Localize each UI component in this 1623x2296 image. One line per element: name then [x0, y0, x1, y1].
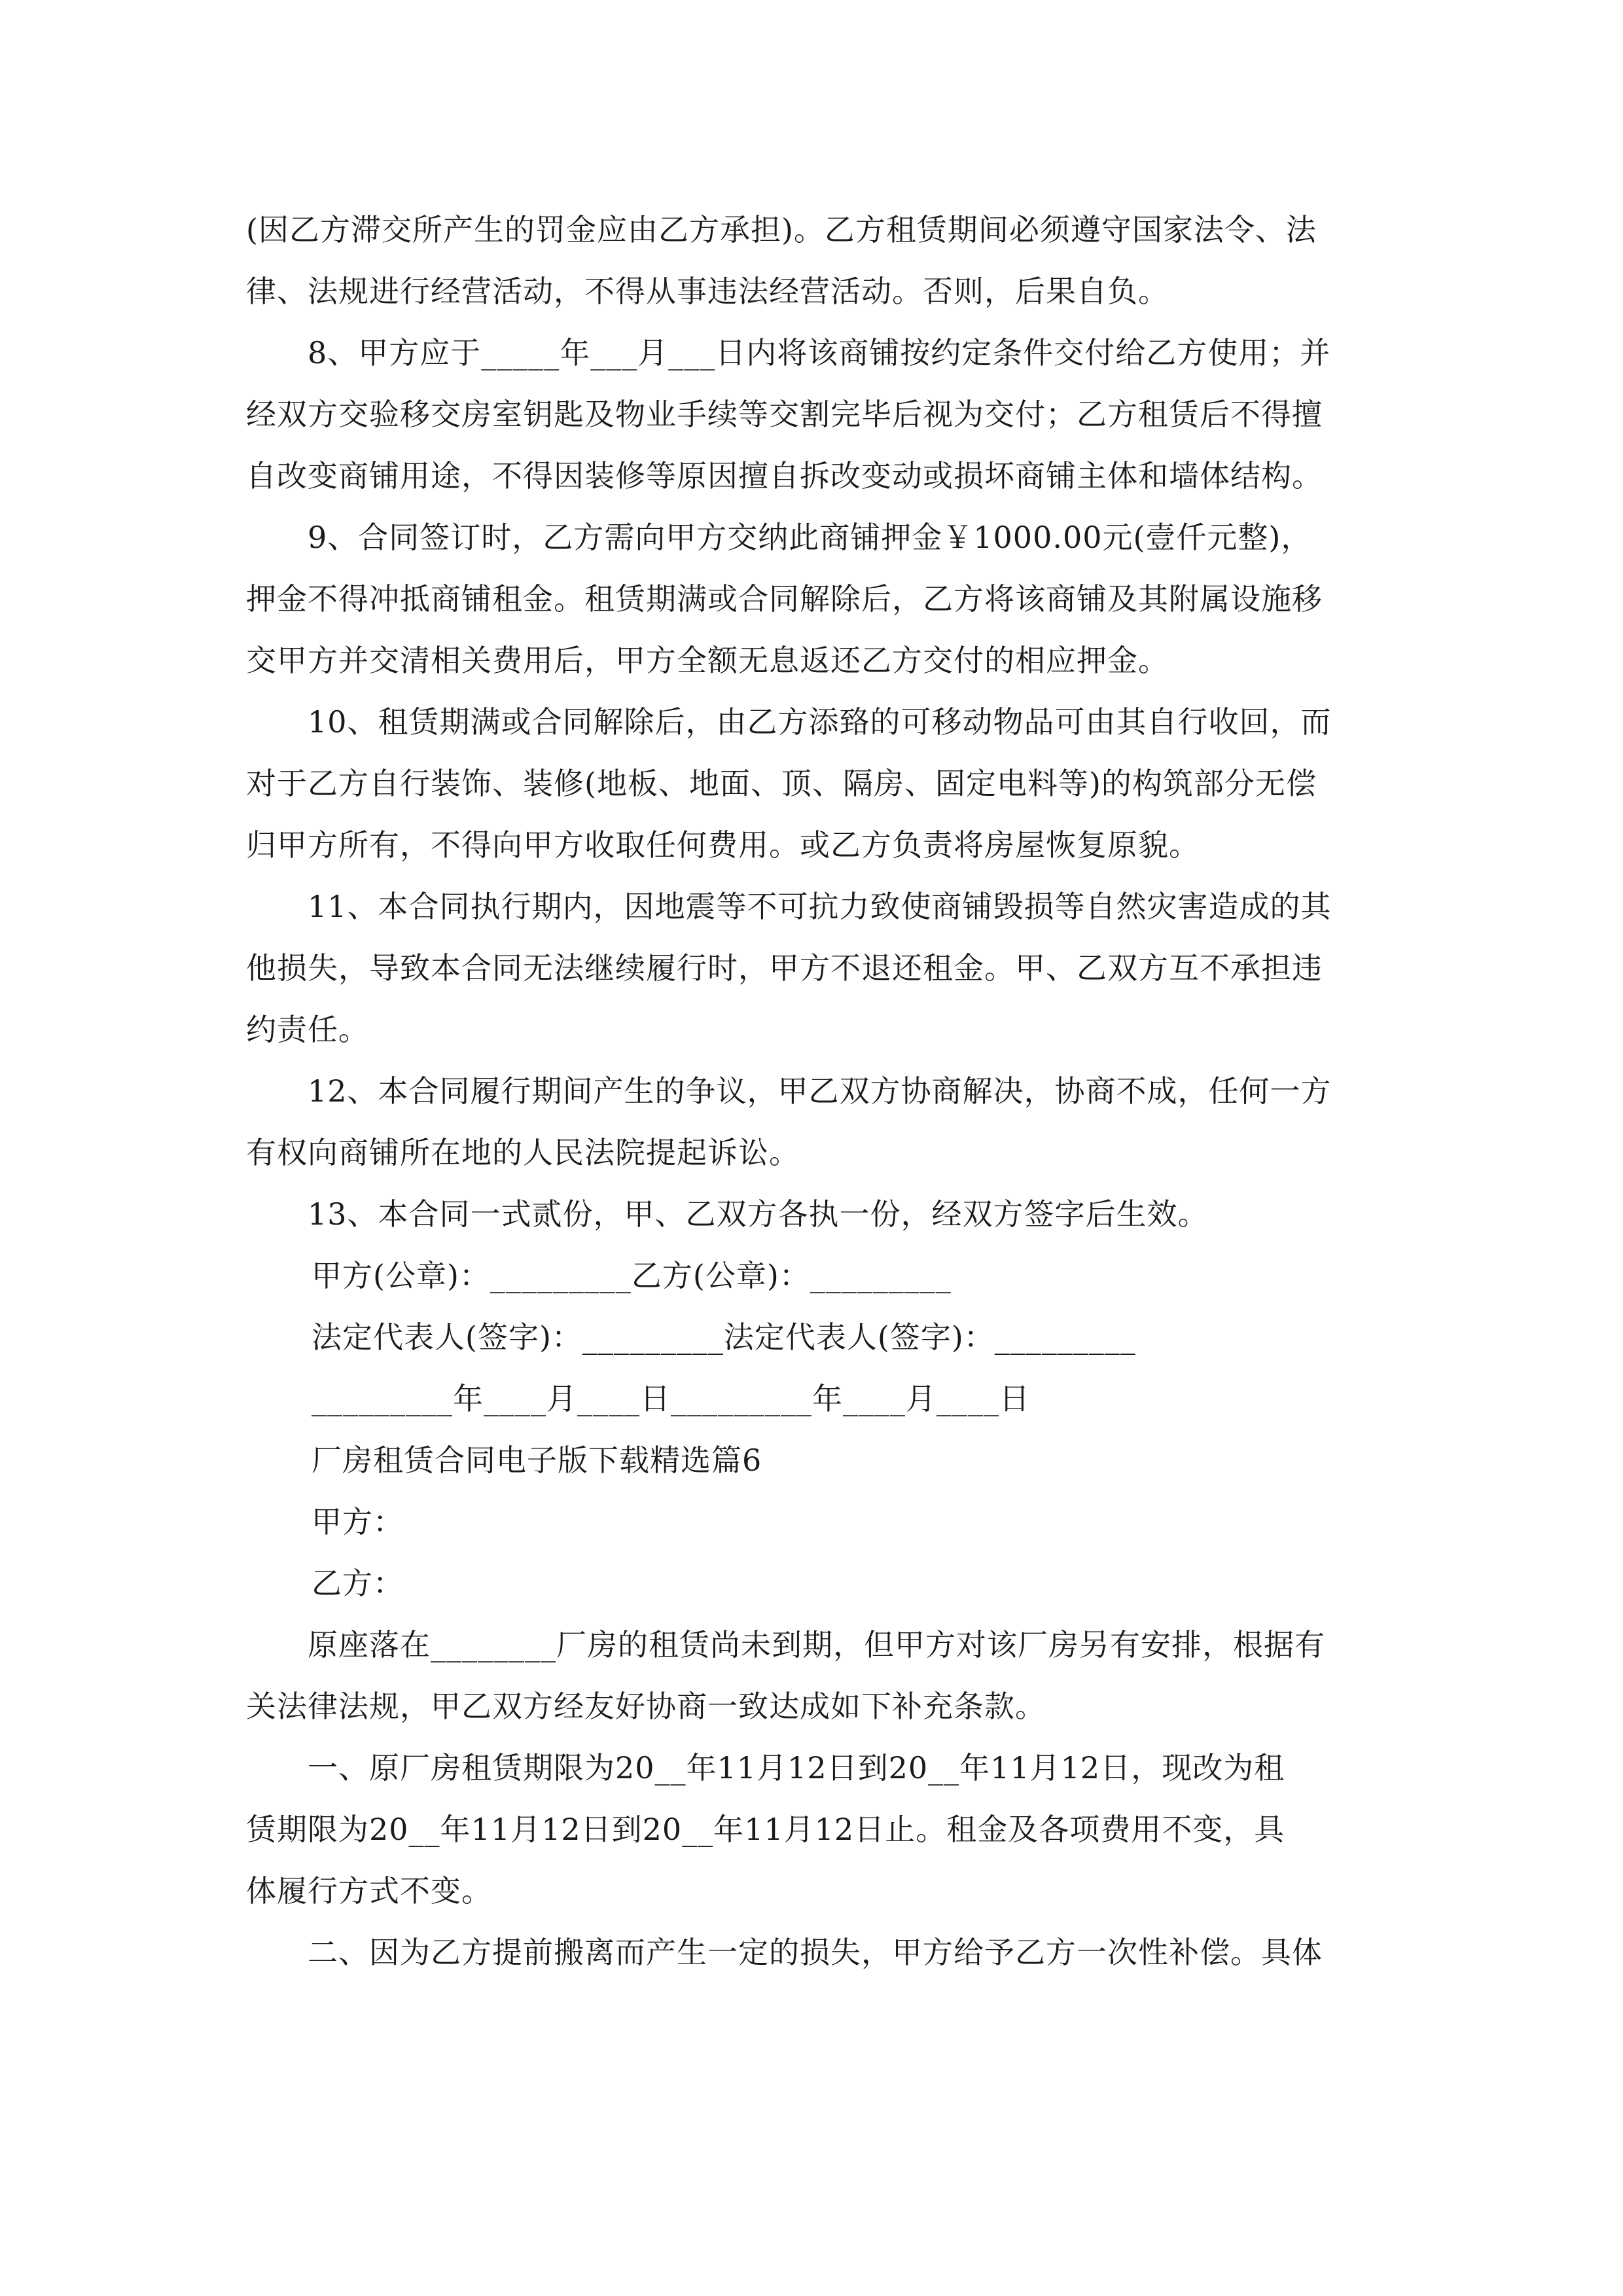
clause-10-line-2: 对于乙方自行装饰、装修(地板、地面、顶、隔房、固定电料等)的构筑部分无偿	[246, 766, 1317, 801]
article-1-line-2: 赁期限为20__年11月12日到20__年11月12日止。租金及各项费用不变，具	[246, 1812, 1285, 1847]
article-2-line-1: 二、因为乙方提前搬离而产生一定的损失，甲方给予乙方一次性补偿。具体	[308, 1935, 1323, 1970]
clause-9-line-1: 9、合同签订时，乙方需向甲方交纳此商铺押金￥1000.00元(壹仟元整)，	[308, 520, 1312, 555]
intro-line-2: 关法律法规，甲乙双方经友好协商一致达成如下补充条款。	[246, 1689, 1046, 1724]
clause-10-line-3: 归甲方所有，不得向甲方收取任何费用。或乙方负责将房屋恢复原貌。	[246, 827, 1200, 863]
clause-9-line-3: 交甲方并交清相关费用后，甲方全额无息返还乙方交付的相应押金。	[246, 643, 1169, 678]
article-1-line-1: 一、原厂房租赁期限为20__年11月12日到20__年11月12日，现改为租	[308, 1750, 1285, 1785]
clause-12-line-1: 12、本合同履行期间产生的争议，甲乙双方协商解决，协商不成，任何一方	[308, 1073, 1332, 1109]
section-title: 厂房租赁合同电子版下载精选篇6	[312, 1443, 762, 1478]
clause-11-line-1: 11、本合同执行期内，因地震等不可抗力致使商铺毁损等自然灾害造成的其	[308, 889, 1332, 924]
paragraph-7-line-1: (因乙方滞交所产生的罚金应由乙方承担)。乙方租赁期间必须遵守国家法令、法	[246, 212, 1317, 247]
clause-9-line-2: 押金不得冲抵商铺租金。租赁期满或合同解除后，乙方将该商铺及其附属设施移	[246, 581, 1323, 617]
signature-representative-line: 法定代表人(签字)：_________法定代表人(签字)：_________	[312, 1319, 1136, 1355]
signature-date-line: _________年____月____日_________年____月____日	[312, 1381, 1030, 1416]
paragraph-7-line-2: 律、法规进行经营活动，不得从事违法经营活动。否则，后果自负。	[246, 274, 1169, 309]
clause-13-line: 13、本合同一式贰份，甲、乙双方各执一份，经双方签字后生效。	[308, 1196, 1209, 1232]
clause-12-line-2: 有权向商铺所在地的人民法院提起诉讼。	[246, 1135, 800, 1170]
party-a-line: 甲方：	[312, 1504, 404, 1539]
clause-11-line-2: 他损失，导致本合同无法继续履行时，甲方不退还租金。甲、乙双方互不承担违	[246, 950, 1323, 986]
clause-10-line-1: 10、租赁期满或合同解除后，由乙方添臵的可移动物品可由其自行收回，而	[308, 704, 1332, 740]
clause-8-line-1: 8、甲方应于_____年___月___日内将该商铺按约定条件交付给乙方使用；并	[308, 335, 1331, 370]
party-b-line: 乙方：	[312, 1566, 404, 1601]
signature-seal-line: 甲方(公章)：_________乙方(公章)：_________	[312, 1258, 952, 1293]
intro-line-1: 原座落在________厂房的租赁尚未到期，但甲方对该厂房另有安排，根据有	[308, 1627, 1325, 1662]
clause-8-line-2: 经双方交验移交房室钥匙及物业手续等交割完毕后视为交付；乙方租赁后不得擅	[246, 397, 1323, 432]
article-1-line-3: 体履行方式不变。	[246, 1873, 492, 1909]
clause-8-line-3: 自改变商铺用途，不得因装修等原因擅自拆改变动或损坏商铺主体和墙体结构。	[246, 458, 1323, 493]
clause-11-line-3: 约责任。	[246, 1012, 369, 1047]
